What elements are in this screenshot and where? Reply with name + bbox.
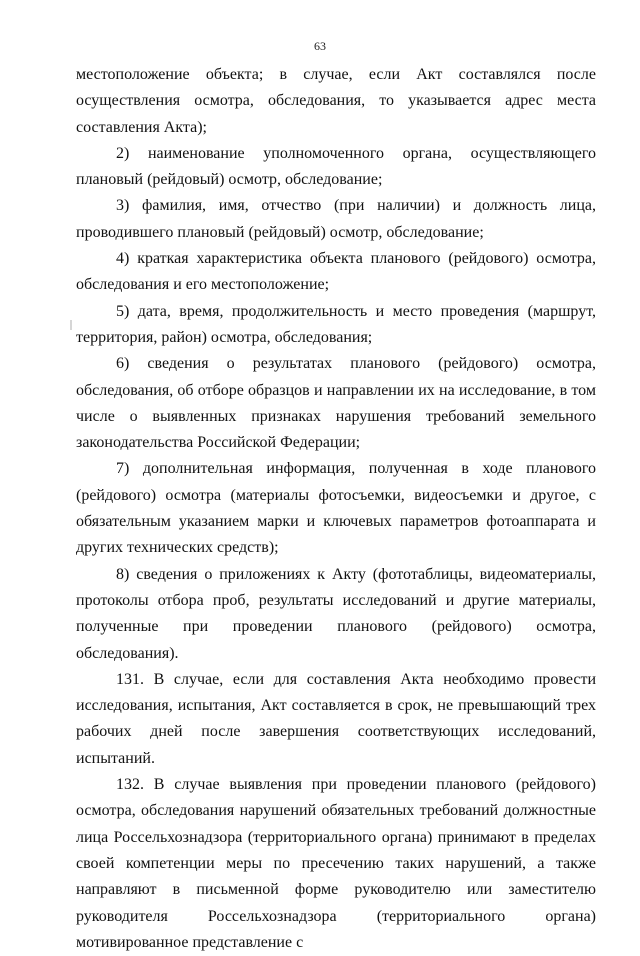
paragraph: 4) краткая характеристика объекта планового (рейдового) осмотра, обследования и его местоположение; [76, 250, 596, 294]
document-body [76, 62, 596, 956]
paragraph: местоположение объекта; в случае, если Акт составлялся после осуществления осмотра, обследования, то указывается адрес места составления Акта); [76, 66, 596, 136]
paragraph: 3) фамилия, имя, отчество (при наличии) и должность лица, проводившего плановый (рейдовый) осмотр, обследование; [76, 197, 596, 241]
page-number: 63 [314, 39, 326, 53]
paragraph: 131. В случае, если для составления Акта необходимо провести исследования, испытания, Акт составляется в срок, не превышающий трех рабочих дней после завершения соответствующих исследований, испытаний. [76, 670, 596, 767]
paragraph: 2) наименование уполномоченного органа, осуществляющего плановый (рейдовый) осмотр, обследование; [76, 144, 596, 189]
paragraph: 132. В случае выявления при проведении планового (рейдового) осмотра, обследования нарушений обязательных требований должностные лица Россельхознадзора (территориального органа) принимают в пределах своей компетенции меры по пресечению таких нарушений, а также направляют в письменной форме руководителю или заместителю руководителя Россельхознадзора (территориального органа) мотивированное представление с [76, 776, 596, 951]
paragraph: 5) дата, время, продолжительность и место проведения (маршрут, территория, район) осмотра, обследования; [76, 302, 596, 346]
margin-mark [70, 320, 72, 330]
paragraph: 7) дополнительная информация, полученная в ходе планового (рейдового) осмотра (материалы фотосъемки, видеосъемки и другое, с обязательным указанием марки и ключевых параметров фотоаппарата и других технических средств); [76, 460, 596, 557]
paragraph: 6) сведения о результатах планового (рейдового) осмотра, обследования, об отборе образцов и направлении их на исследование, в том числе о выявленных признаках нарушения требований земельного законодательства Российской Федерации; [76, 355, 596, 452]
paragraph: 8) сведения о приложениях к Акту (фототаблицы, видеоматериалы, протоколы отбора проб, результаты исследований и другие материалы, полученные при проведении планового (рейдового) осмотра, обследования). [76, 565, 596, 662]
